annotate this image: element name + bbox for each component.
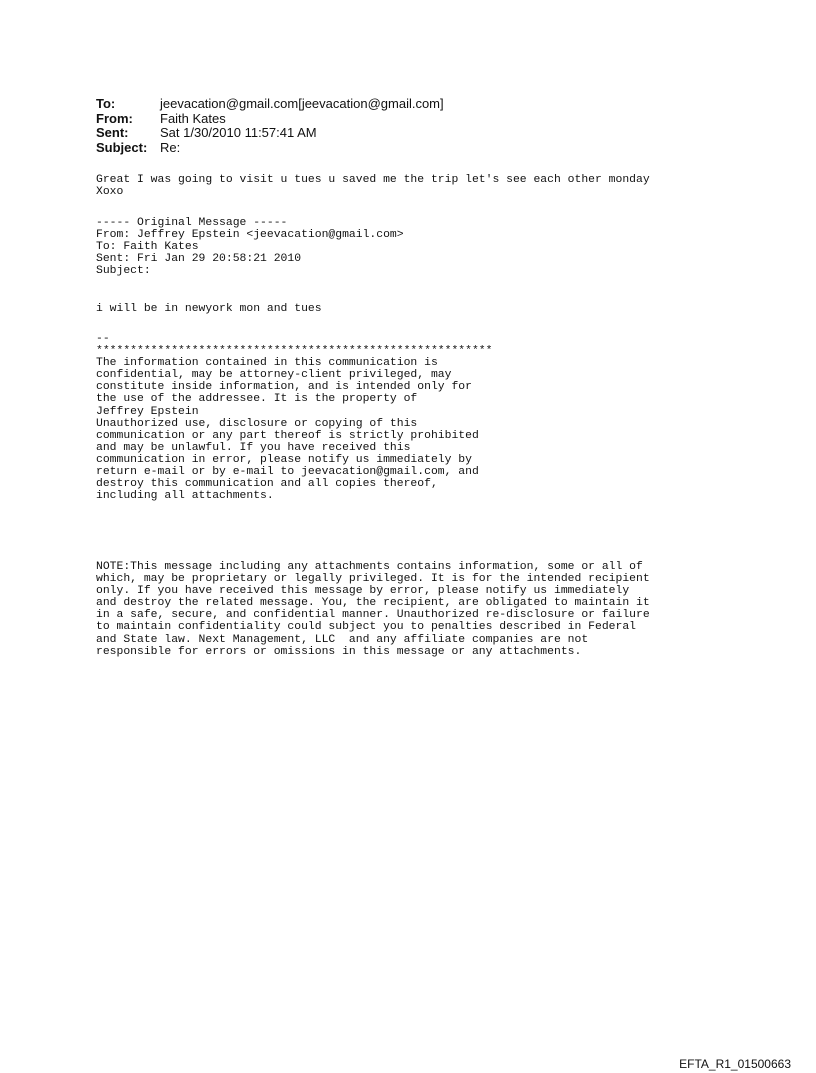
note-line: responsible for errors or omissions in this message or any attachments. [96, 645, 582, 658]
signature-line: communication in error, please notify us immediately by [96, 453, 472, 466]
from-value: Faith Kates [160, 110, 226, 126]
legal-note [96, 561, 650, 658]
signature-line: constitute inside information, and is intended only for [96, 381, 472, 394]
subject-row [96, 141, 444, 156]
note-line: and destroy the related message. You, the recipient, are obligated to maintain it [96, 597, 650, 610]
signature-line: return e-mail or by e-mail to jeevacation@gmail.com, and [96, 466, 479, 479]
signature-line: including all attachments. [96, 490, 274, 503]
signature-line: and may be unlawful. If you have received this [96, 441, 411, 454]
original-message [96, 217, 404, 277]
original-sent: Sent: Fri Jan 29 20:58:21 2010 [96, 253, 302, 266]
subject-value: Re: [160, 139, 181, 155]
signature-line: destroy this communication and all copies thereof, [96, 478, 438, 491]
signature-dash: -- [96, 333, 110, 345]
subject-label: Subject: [96, 139, 148, 155]
signature-line: The information contained in this communication is [96, 357, 438, 370]
note-line: only. If you have received this message by error, please notify us immediately [96, 585, 630, 598]
reply-line: Great I was going to visit u tues u saved me the trip let's see each other monday [96, 174, 650, 186]
sent-value: Sat 1/30/2010 11:57:41 AM [160, 125, 317, 140]
note-line: NOTE:This message including any attachments contains information, some or all of [96, 561, 643, 573]
signature-line: the use of the addressee. It is the property of [96, 393, 418, 406]
note-line: to maintain confidentiality could subject you to penalties described in Federal [96, 621, 637, 634]
original-separator: ----- Original Message ----- [96, 217, 288, 229]
note-line: in a safe, secure, and confidential manner. Unauthorized re-disclosure or failure [96, 609, 650, 622]
from-label: From: [96, 110, 133, 126]
signature-line: confidential, may be attorney-client privileged, may [96, 369, 452, 382]
sent-label: Sent: [96, 125, 129, 140]
original-to: To: Faith Kates [96, 241, 199, 254]
reply-body [96, 174, 650, 198]
email-header [96, 97, 444, 155]
sent-row [96, 126, 444, 141]
original-subject: Subject: [96, 265, 151, 278]
signature-block [96, 333, 492, 502]
note-line: which, may be proprietary or legally privileged. It is for the intended recipient [96, 573, 650, 586]
signature-line: Jeffrey Epstein [96, 405, 199, 418]
signature-stars: ********************************************************** [96, 345, 493, 358]
to-value: jeevacation@gmail.com[jeevacation@gmail.com] [160, 96, 444, 111]
to-row [96, 97, 444, 112]
from-row [96, 112, 444, 127]
original-from: From: Jeffrey Epstein <jeevacation@gmail.com> [96, 229, 404, 242]
note-line: and State law. Next Management, LLC and any affiliate companies are not [96, 633, 589, 646]
original-body: i will be in newyork mon and tues [96, 303, 322, 315]
signature-line: Unauthorized use, disclosure or copying of this [96, 417, 418, 430]
signature-line: communication or any part thereof is strictly prohibited [96, 429, 479, 442]
to-label: To: [96, 96, 116, 111]
document-id: EFTA_R1_01500663 [679, 1057, 791, 1071]
reply-line: Xoxo [96, 186, 124, 199]
